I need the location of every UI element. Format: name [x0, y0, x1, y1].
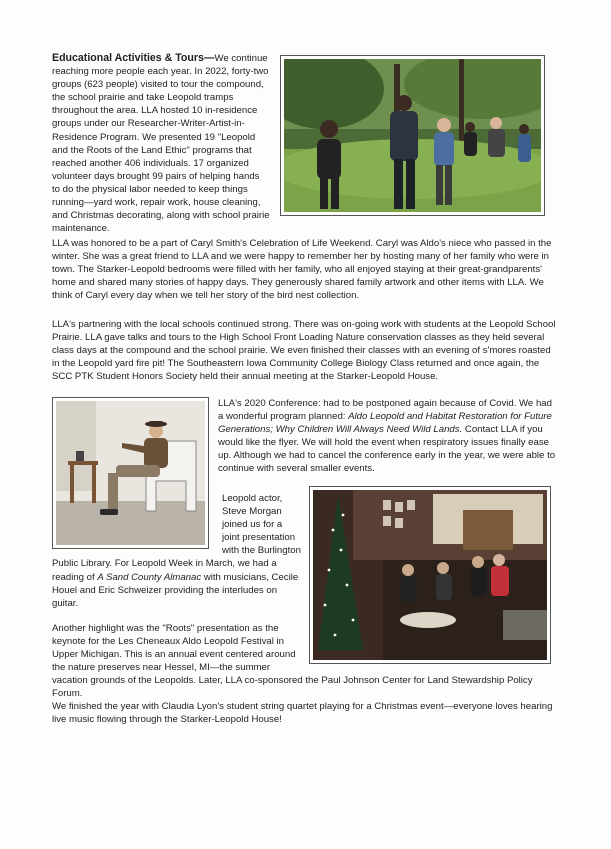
caryl-paragraph: LLA was honored to be a part of Caryl Smith's Celebration of Life Weekend. Caryl was Aldo's niece who passed in the winter. She was a great friend to LLA and we were happy to remember her by hosting many of her family who were in town. The Starker-Leopold bedrooms were filled with her family, who all enjoyed staying at their great-grandparents' home and shared many stories of happy days. They generously shared family artwork and other items with LLA. We think of Caryl every day when we tell her story of the bird nest collection.	[52, 238, 552, 302]
section-heading: Educational Activities & Tours	[52, 52, 204, 64]
quartet-paragraph: We finished the year with Claudia Lyon's student string quartet playing for a Christmas event—everyone loves hearing live music flowing through the Starker-Leopold House!	[52, 701, 553, 726]
actor-text-2: with musicians, Cecile Houel and Eric Schweizer providing the interludes on guitar.	[52, 571, 299, 609]
educational-paragraph	[52, 52, 270, 235]
conference-text-2: Contact LLA if you would like the flyer. We will hold the event when respiratory issues finally ease up. Although we had to cancel the conference early in the year, we were able to continue with several smaller events.	[218, 424, 556, 475]
roots-text: Another highlight was the "Roots" presentation as the keynote for the Les Cheneaux Aldo Leopold Festival in Upper Michigan. This is an annual event centered around the nature preserves near Hessel, MI—the summer vacation grounds of the Leopolds. Later, LLA co-sponsored the Paul Johnson Center for Land Stewardship Policy Forum.	[52, 623, 533, 700]
heading-dash: —	[203, 52, 215, 64]
conference-title: Aldo Leopold and Habitat Restoration for Future Generations; Why Children Will Always Need Wild Lands.	[218, 411, 552, 436]
float-spacer	[52, 492, 222, 552]
conference-text-1: LLA's 2020 Conference: had to be postponed again because of Covid. We had a wonderful program planned:	[218, 398, 552, 423]
conference-paragraph	[218, 397, 558, 476]
actor-paragraph	[52, 492, 302, 610]
float-spacer-right	[307, 622, 557, 662]
photo-outdoor-group	[280, 55, 545, 216]
book-title: A Sand County Almanac	[97, 571, 202, 583]
actor-text-1: Leopold actor, Steve Morgan joined us for a joint presentation with the Burlington Public Library. For Leopold Week in March, we had a reading of	[52, 493, 301, 583]
outdoor-group-image	[284, 59, 541, 212]
roots-paragraph	[52, 622, 557, 701]
educational-body: We continue reaching more people each year. In 2022, forty-two groups (623 people) visited to tour the compound, the school prairie and take Leopold tramps throughout the area. LLA hosted 10 in-residence groups under our Researcher-Writer-Artist-in-Residence Program. We presented 19 "Leopold and the Roots of the Land Ethic" programs that reached another 406 individuals. 17 organized volunteer days brought 99 pairs of helping hands to do the physical labor needed to keep things running—yard work, repair work, house cleaning, and Christmas decorating, along with school prairie maintenance.	[52, 53, 270, 235]
schools-paragraph: LLA's partnering with the local schools continued strong. There was on-going work with students at the Leopold School Prairie. LLA gave talks and tours to the High School Front Loading Nature conservation classes as they held several class days at the compound and the school prairie. We even finished their classes with an evening of s'mores roasted in the Leopold yard fire pit! The Southeastern Iowa Community College Biology Class returned and once again, the SCC PTK Student Honors Society held their annual meeting at the Starker-Leopold House.	[52, 319, 556, 383]
